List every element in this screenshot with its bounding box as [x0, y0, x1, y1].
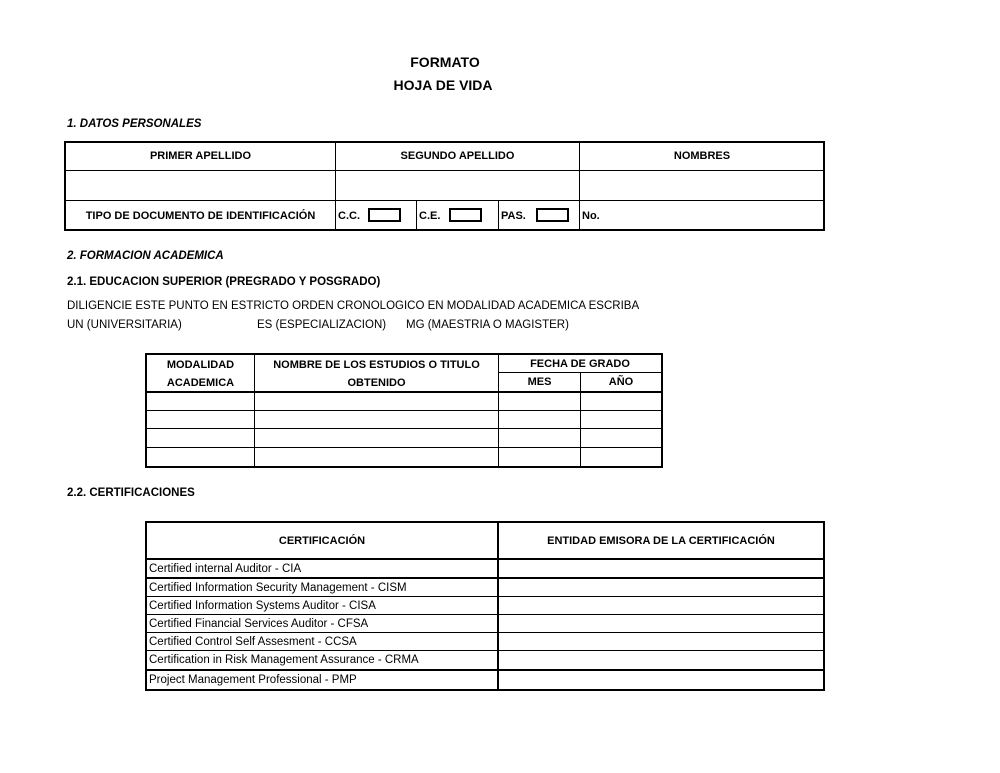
row1-anio[interactable] — [582, 393, 661, 410]
row1-modalidad[interactable] — [148, 393, 253, 410]
header-segundo-apellido: SEGUNDO APELLIDO — [400, 150, 515, 162]
higher-education-title: 2.1. EDUCACION SUPERIOR (PREGRADO Y POSGRADO) — [67, 276, 381, 288]
cert-entidad-crma[interactable] — [500, 651, 822, 669]
cert-row-ccsa: Certified Control Self Assesment - CCSA — [149, 635, 357, 648]
doc-option-ce-checkbox[interactable] — [449, 208, 482, 222]
cert-entidad-cism[interactable] — [500, 579, 822, 596]
cert-entidad-cisa[interactable] — [500, 597, 822, 614]
header-modalidad-line2: ACADEMICA — [166, 376, 235, 389]
primer-apellido-field[interactable] — [66, 171, 335, 200]
cert-row-cfsa: Certified Financial Services Auditor - CFSA — [149, 617, 369, 630]
doc-option-cc-label: C.C. — [338, 209, 360, 222]
form-subtitle: HOJA DE VIDA — [393, 77, 493, 93]
row1-mes[interactable] — [500, 393, 579, 410]
cert-entidad-ccsa[interactable] — [500, 633, 822, 650]
cert-row-cisa: Certified Information Systems Auditor - CISA — [149, 599, 376, 612]
header-modalidad-line1: MODALIDAD — [166, 358, 235, 371]
divider — [498, 200, 499, 230]
row3-mes[interactable] — [500, 429, 579, 446]
row3-nombre[interactable] — [256, 429, 497, 446]
header-nombres: NOMBRES — [673, 150, 731, 162]
header-mes: MES — [527, 375, 552, 388]
doc-option-cc-checkbox[interactable] — [368, 208, 401, 222]
row4-mes[interactable] — [500, 448, 579, 465]
doc-option-pas-checkbox[interactable] — [536, 208, 569, 222]
row4-anio[interactable] — [582, 448, 661, 465]
cert-row-cism: Certified Information Security Management - CISM — [149, 581, 407, 594]
doc-number-field[interactable] — [605, 201, 823, 230]
form-title: FORMATO — [410, 54, 480, 70]
row2-mes[interactable] — [500, 411, 579, 428]
header-primer-apellido: PRIMER APELLIDO — [149, 150, 252, 162]
code-es: ES (ESPECIALIZACION) — [257, 319, 387, 331]
nombres-field[interactable] — [580, 171, 824, 200]
certifications-title: 2.2. CERTIFICACIONES — [67, 487, 195, 499]
cert-row-cia: Certified internal Auditor - CIA — [149, 562, 302, 575]
segundo-apellido-field[interactable] — [336, 171, 579, 200]
cert-row-crma: Certification in Risk Management Assurance - CRMA — [149, 654, 419, 666]
header-nombre-line1: NOMBRE DE LOS ESTUDIOS O TITULO — [273, 358, 480, 371]
row4-nombre[interactable] — [256, 448, 497, 465]
code-un: UN (UNIVERSITARIA) — [67, 319, 182, 331]
cert-entidad-pmp[interactable] — [500, 671, 822, 688]
header-fecha-grado: FECHA DE GRADO — [530, 357, 630, 370]
code-mg: MG (MAESTRIA O MAGISTER) — [406, 319, 569, 331]
row4-modalidad[interactable] — [148, 448, 253, 465]
cert-row-pmp: Project Management Professional - PMP — [149, 673, 357, 686]
doc-number-label: No. — [582, 209, 600, 222]
instruction-text: DILIGENCIE ESTE PUNTO EN ESTRICTO ORDEN CRONOLOGICO EN MODALIDAD ACADEMICA ESCRIBA — [67, 300, 640, 312]
doc-type-label: TIPO DE DOCUMENTO DE IDENTIFICACIÓN — [85, 209, 316, 222]
divider — [416, 200, 417, 230]
row1-nombre[interactable] — [256, 393, 497, 410]
row2-modalidad[interactable] — [148, 411, 253, 428]
cert-entidad-cia[interactable] — [500, 560, 822, 577]
header-anio: AÑO — [608, 375, 634, 388]
row3-modalidad[interactable] — [148, 429, 253, 446]
header-nombre-line2: OBTENIDO — [347, 376, 406, 389]
row2-anio[interactable] — [582, 411, 661, 428]
cert-entidad-cfsa[interactable] — [500, 615, 822, 632]
section-personal-data-title: 1. DATOS PERSONALES — [67, 118, 202, 130]
header-certificacion: CERTIFICACIÓN — [278, 534, 366, 547]
row2-nombre[interactable] — [256, 411, 497, 428]
section-academic-title: 2. FORMACION ACADEMICA — [67, 250, 224, 262]
doc-option-ce-label: C.E. — [419, 209, 441, 222]
doc-option-pas-label: PAS. — [501, 209, 526, 222]
header-entidad-emisora: ENTIDAD EMISORA DE LA CERTIFICACIÓN — [547, 534, 775, 547]
row3-anio[interactable] — [582, 429, 661, 446]
